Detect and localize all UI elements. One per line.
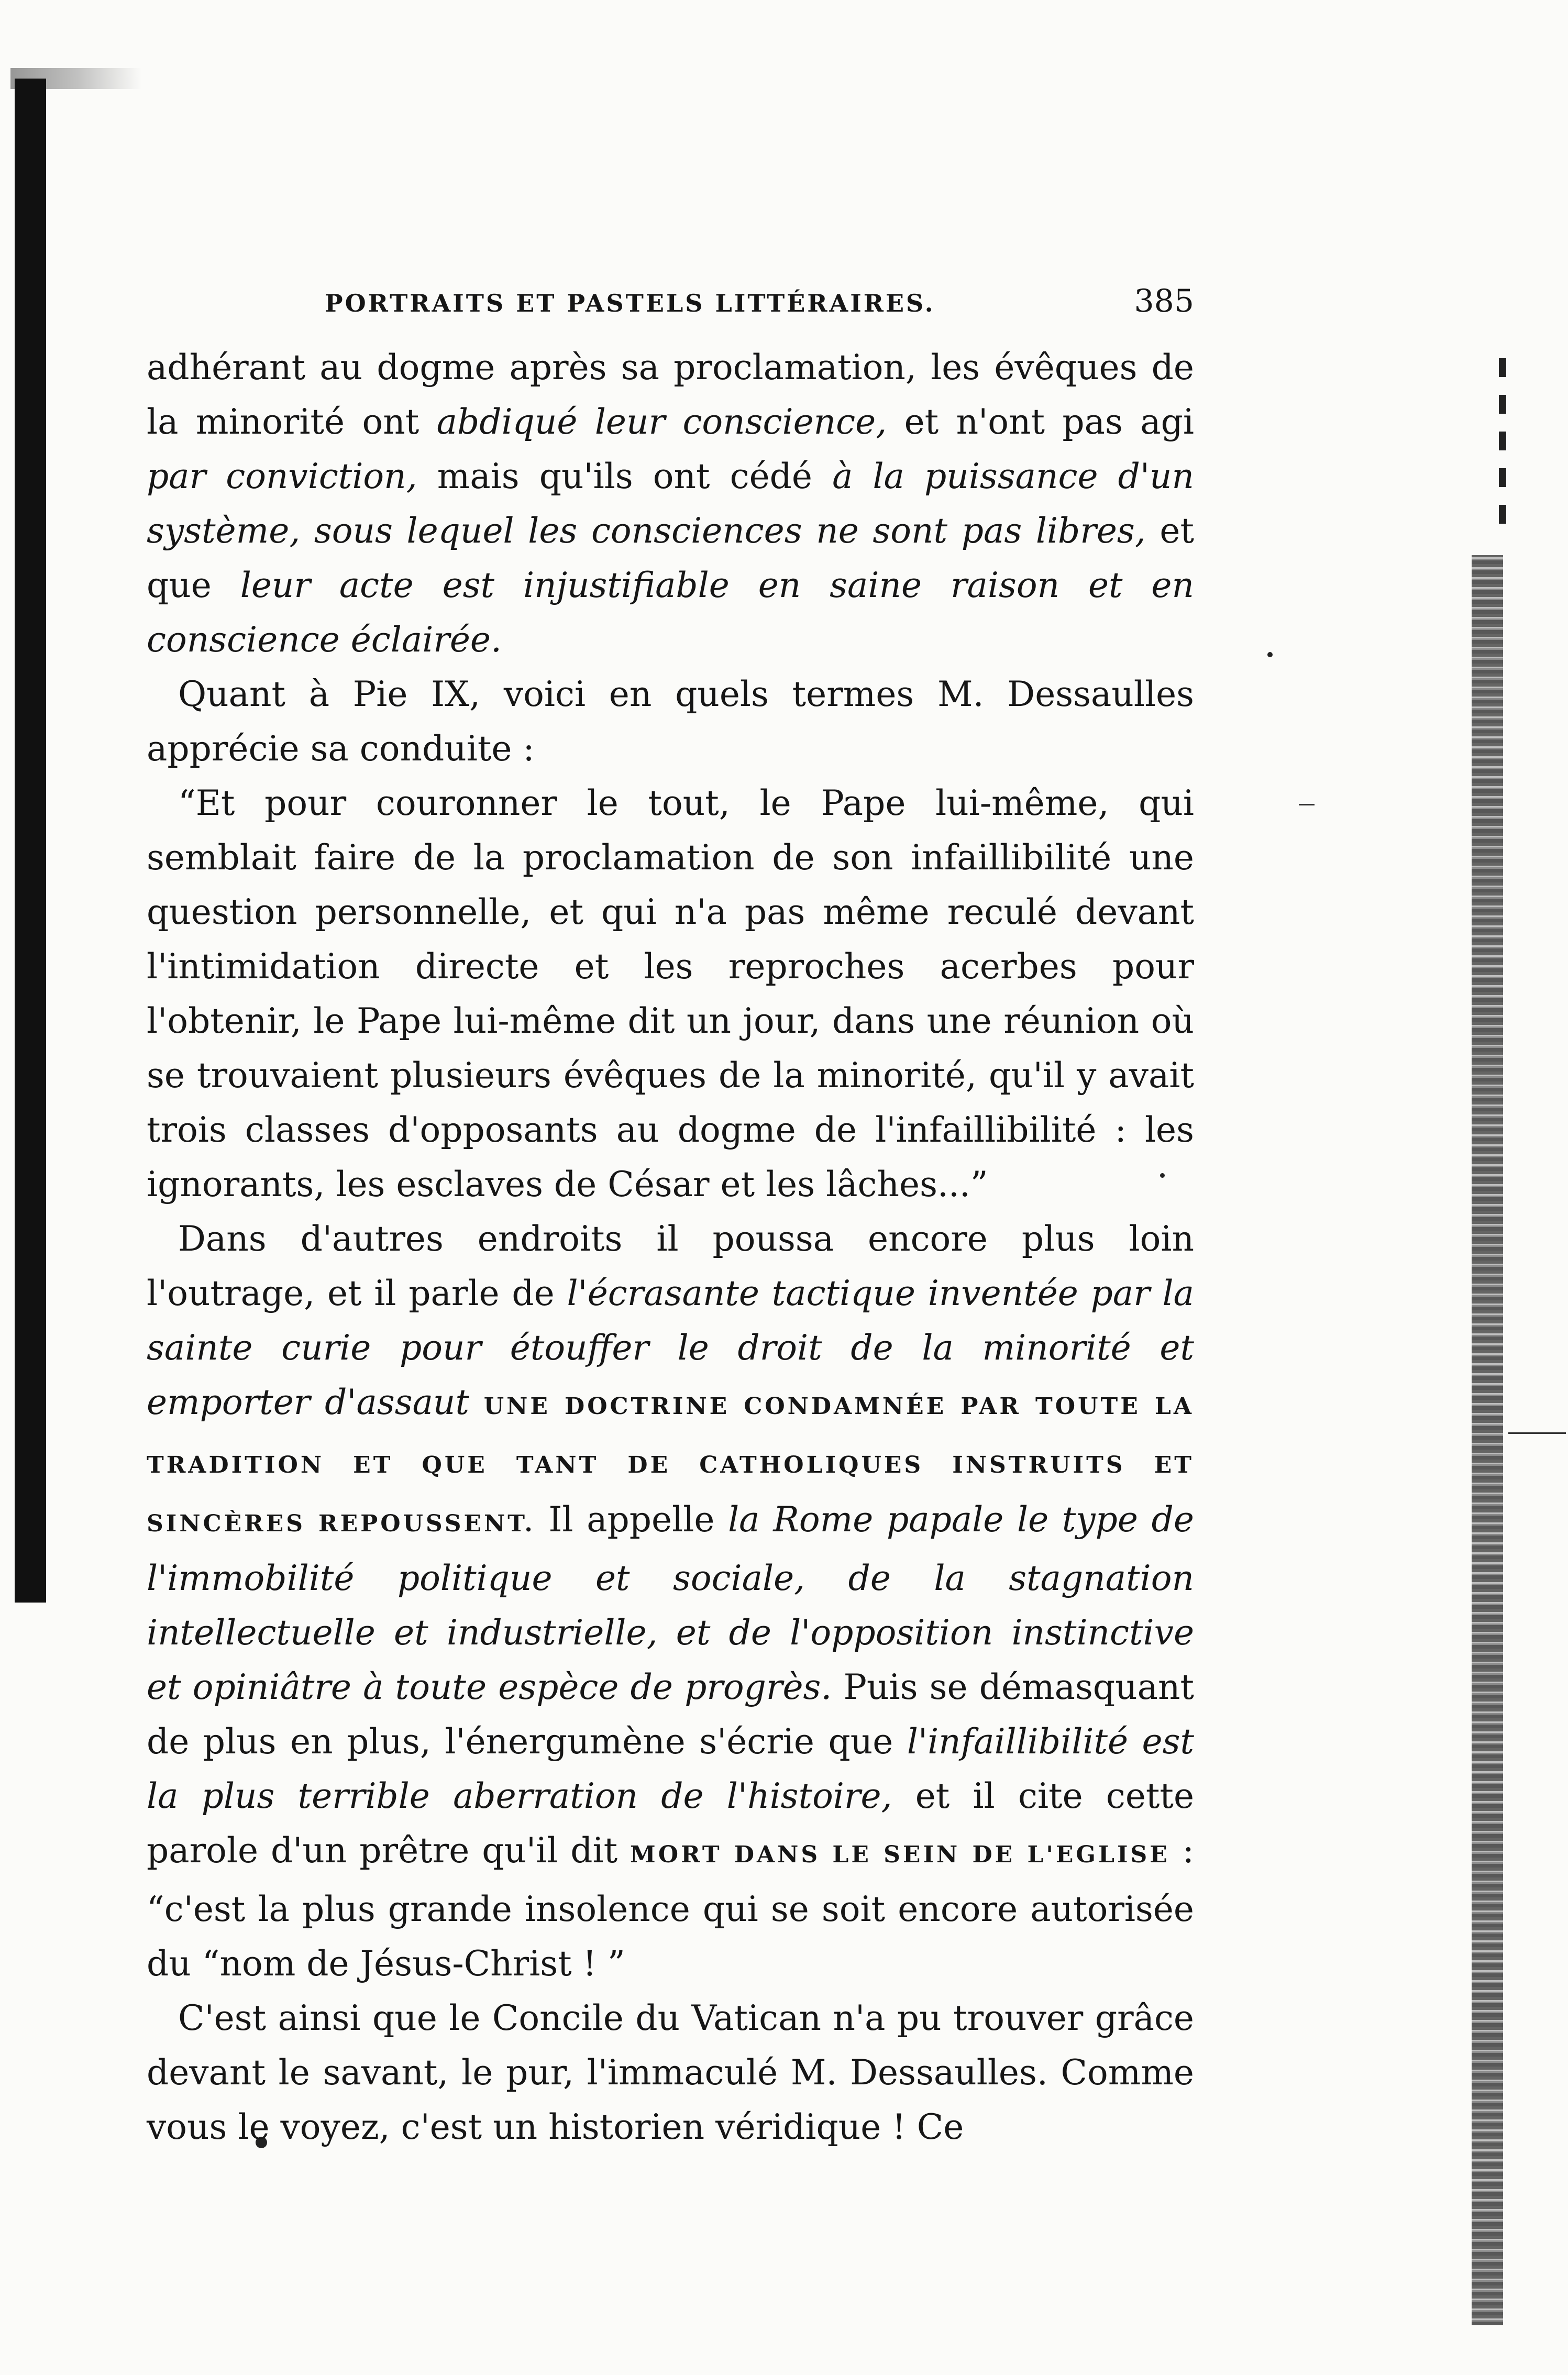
scan-binding-shadow [15,79,46,1603]
page [147,283,1194,2155]
paragraph-2: Quant à Pie IX, voici en quels termes M. Dessaulles apprécie sa conduite : [147,674,1194,769]
text: Il appelle [535,1499,728,1540]
running-title: PORTRAITS ET PASTELS LITTÉRAIRES. [325,289,935,317]
paragraph-3-quote: “Et pour couronner le tout, le Pape lui-même, qui semblait faire de la proclamation de son infaillibilité une question personnelle, et qui n'a pas même reculé devant l'intimidation directe et les reproches acerbes pour l'obtenir, le Pape lui-même dit un jour, dans une réunion où se trouvaient plusieurs évêques de la minorité, qu'il y avait trois classes d'opposants au dogme de l'infaillibilité : les ignorants, les esclaves de César et les lâches...” [147,783,1194,1205]
scan-mark [1299,804,1315,805]
italic-text: l'écrasante tactique inventée par la sainte curie pour étouffer le droit de la minorité et emporter d'assaut [147,1273,1194,1422]
text: et n'ont pas agi [887,402,1195,442]
paragraph-5: C'est ainsi que le Concile du Vatican n'a pu trouver grâce devant le savant, le pur, l'immaculé M. Dessaulles. Comme vous le voyez, c'est un historien véridique ! Ce [147,1998,1194,2147]
italic-text: l'infaillibilité est la plus terrible aberration de l'histoire, [147,1721,1194,1816]
paragraph-4 [147,1212,1194,1991]
scan-mark [1508,1432,1566,1434]
scan-speck [1267,652,1273,657]
text: et que [147,511,1194,605]
small-caps-text: UNE DOCTRINE CONDAMNÉE PAR TOUTE LA TRADITION ET QUE TANT DE CATHOLIQUES INSTRUITS ET SINCÈRES REPOUSSENT. [147,1393,1194,1537]
italic-text: leur acte est injustifiable en saine raison et en conscience éclairée. [147,565,1194,660]
scan-edge-strip [1472,555,1503,2325]
text: adhérant au dogme après sa proclamation, les évêques de la minorité ont [147,347,1194,442]
italic-text: à la puissance d'un système, sous lequel les consciences ne sont pas libres, [147,456,1195,551]
italic-text: par conviction, [147,456,417,496]
text: Puis se démasquant de plus en plus, l'énergumène s'écrie que [147,1667,1194,1762]
small-caps-text: MORT DANS LE SEIN DE L'EGLISE [630,1841,1170,1868]
scan-edge-marks [1499,356,1506,524]
page-number: 385 [1134,283,1194,319]
text: : “c'est la plus grande insolence qui se soit encore autorisée du “nom de Jésus-Christ ! ” [147,1830,1194,1984]
italic-text: abdiqué leur conscience, [436,402,887,442]
italic-text: la Rome papale le type de l'immobilité politique et sociale, de la stagnation intellectuelle et industrielle, et de l'opposition instinctive et opiniâtre à toute espèce de progrès. [147,1499,1194,1707]
text: et il cite cette parole d'un prêtre qu'il dit [147,1776,1194,1871]
text: Dans d'autres endroits il poussa encore plus loin l'outrage, et il parle de [147,1219,1194,1313]
page-header [147,283,1194,319]
paragraph-1 [147,340,1194,667]
text: mais qu'ils ont cédé [417,456,833,496]
